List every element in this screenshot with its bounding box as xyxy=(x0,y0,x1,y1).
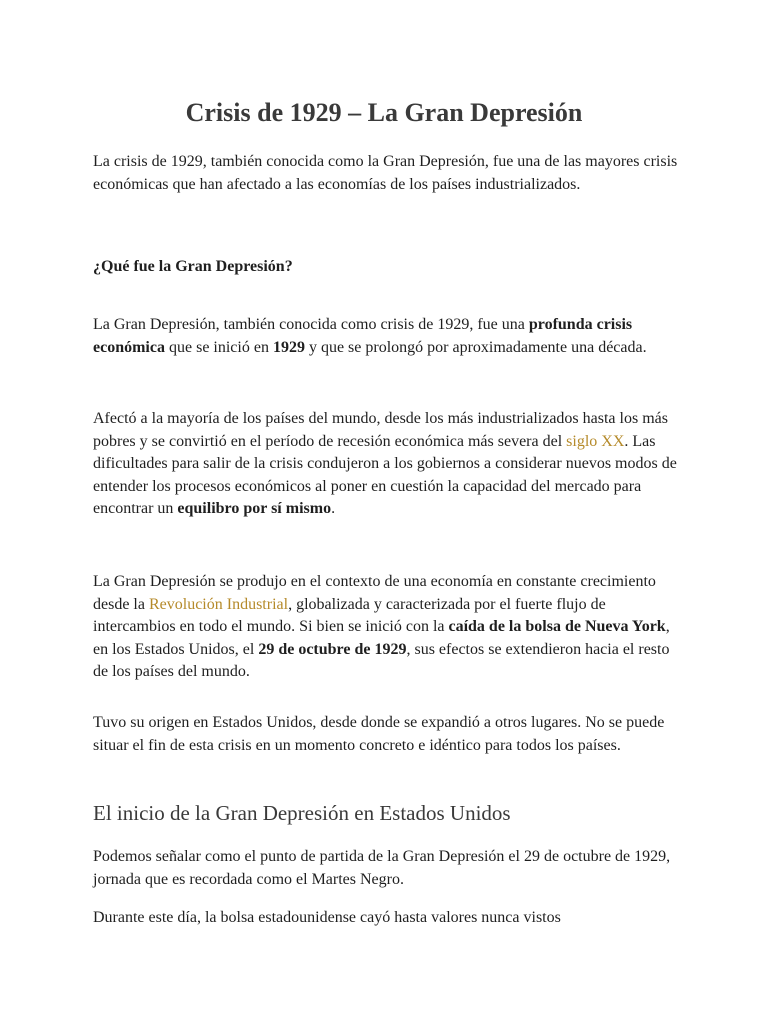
definition-paragraph xyxy=(93,314,683,359)
text-run: , sus efectos se extendieron hacia el resto de los países del mundo. xyxy=(93,640,670,680)
bold-text: equilibro por sí mismo xyxy=(177,500,332,517)
text-run: Afectó a la mayoría de los países del mundo, desde los más industrializados hasta los más pobres y se convirtió en el período de recesión económica más severa del xyxy=(93,410,668,450)
text-run: . Las dificultades para salir de la crisis condujeron a los gobiernos a considerar nuevos modos de entender los procesos económicos al poner en cuestión la capacidad del mercado para encontrar un xyxy=(93,432,677,517)
text-run: , globalizada y caracterizada por el fuerte flujo de intercambios en todo el mundo. Si bien se inició con la xyxy=(93,595,606,635)
text-run: La Gran Depresión, también conocida como crisis de 1929, fue una xyxy=(93,316,529,333)
siglo-xx-link[interactable]: siglo XX xyxy=(566,432,625,450)
text-run: y que se prolongó por aproximadamente una década. xyxy=(304,338,647,356)
text-run: , en los Estados Unidos, el xyxy=(93,618,670,658)
page-title: Crisis de 1929 – La Gran Depresión xyxy=(185,98,583,127)
intro-paragraph: La crisis de 1929, también conocida como la Gran Depresión, fue una de las mayores crisis económicas que han afectado a las economías de los países industrializados. xyxy=(93,153,678,193)
black-tuesday-paragraph: Podemos señalar como el punto de partida de la Gran Depresión el 29 de octubre de 1929, jornada que es recordada como el Martes Negro. xyxy=(93,848,671,888)
origin-paragraph: Tuvo su origen en Estados Unidos, desde donde se expandió a otros lugares. No se puede situar el fin de esta crisis en un momento concreto e idéntico para todos los países. xyxy=(93,714,665,754)
text-run: que se inició en xyxy=(164,338,273,356)
question-heading: ¿Qué fue la Gran Depresión? xyxy=(93,258,293,275)
text-run: La Gran Depresión se produjo en el contexto de una economía en constante crecimiento desde la xyxy=(93,573,656,613)
impact-paragraph xyxy=(93,408,683,521)
bold-text: profunda crisis económica xyxy=(93,316,633,356)
context-paragraph xyxy=(93,571,683,684)
bold-text: 1929 xyxy=(272,338,305,356)
bold-text: caída de la bolsa de Nueva York xyxy=(448,618,666,635)
text-run: . xyxy=(331,500,336,517)
section-heading: El inicio de la Gran Depresión en Estados Unidos xyxy=(93,801,511,825)
stock-fall-paragraph: Durante este día, la bolsa estadounidense cayó hasta valores nunca vistos xyxy=(93,909,561,926)
revolucion-industrial-link[interactable]: Revolución Industrial xyxy=(148,595,289,613)
bold-text: 29 de octubre de 1929 xyxy=(258,640,407,658)
